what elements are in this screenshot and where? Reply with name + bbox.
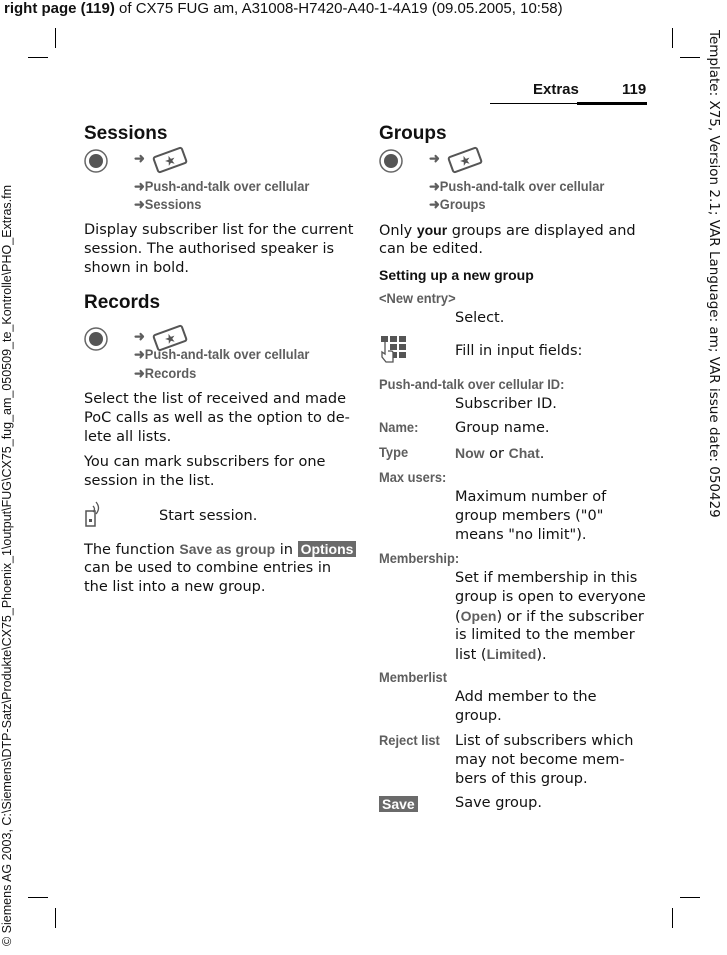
arrow-icon: ➜ (134, 365, 145, 381)
subheading: Setting up a new group (379, 267, 534, 283)
header-bold: right page (119) (4, 0, 115, 17)
field-label: Membership: (379, 550, 460, 566)
arrow-icon: ➜ (429, 150, 440, 166)
body-text: can be edited. (379, 241, 483, 257)
extras-menu-icon (445, 145, 485, 175)
text: ). (536, 647, 547, 663)
call-key-icon (84, 497, 104, 529)
text: The function (84, 542, 180, 558)
start-session-text: Start session. (159, 508, 258, 524)
arrow-icon: ➜ (134, 346, 145, 362)
field-desc: Save group. (455, 795, 542, 811)
body-text: You can mark subscribers for one (84, 454, 326, 470)
text: groups are displayed and (447, 223, 636, 239)
emphasis: your (416, 222, 448, 238)
field-desc: group. (455, 708, 502, 724)
field-desc: Set if membership in this (455, 570, 638, 586)
path-item: Push-and-talk over cellular (144, 178, 310, 194)
field-desc: Group name. (455, 420, 550, 436)
field-desc: means "no limit"). (455, 527, 587, 543)
nav-key-icon (84, 149, 108, 173)
crop-mark (672, 28, 673, 48)
save-softkey-wrap (379, 794, 418, 814)
nav-key-icon (84, 327, 108, 351)
extras-menu-icon (150, 145, 190, 175)
print-header (4, 0, 563, 17)
text: in (275, 542, 298, 558)
path-item: Sessions (144, 196, 202, 212)
crop-mark (680, 897, 700, 898)
text: . (539, 446, 545, 462)
field-desc: Maximum number of (455, 489, 607, 505)
section-name: Extras (533, 81, 579, 98)
field-label: Type (379, 444, 409, 460)
text: ( (455, 609, 461, 625)
groups-heading: Groups (379, 123, 447, 144)
body-text: Fill in input fields: (455, 343, 583, 359)
field-desc: List of subscribers which (455, 733, 634, 749)
path-item: Groups (439, 196, 486, 212)
records-heading: Records (84, 292, 161, 313)
field-desc: group members ("0" (455, 508, 604, 524)
arrow-icon: ➜ (134, 178, 145, 194)
body-text: shown in bold. (84, 260, 190, 276)
field-desc (455, 607, 644, 627)
crop-mark (55, 908, 56, 928)
crop-mark (28, 57, 48, 58)
field-label: Push-and-talk over cellular ID: (379, 376, 565, 392)
text: Only (379, 223, 417, 239)
crop-mark (672, 908, 673, 928)
header-rule-thick (577, 102, 647, 105)
field-desc: bers of this group. (455, 771, 588, 787)
new-entry-label: <New entry> (379, 290, 456, 306)
field-label: Max users: (379, 469, 447, 485)
arrow-icon: ➜ (134, 328, 145, 344)
field-desc (455, 444, 544, 464)
header-rest: of CX75 FUG am, A31008-H7420-A40-1-4A19 (09.05.2005, 10:58) (114, 0, 563, 17)
field-desc: Add member to the (455, 689, 597, 705)
body-text: lete all lists. (84, 429, 172, 445)
field-desc: may not become mem- (455, 752, 625, 768)
crop-mark (680, 57, 700, 58)
field-label: Name: (379, 419, 419, 435)
crop-mark (55, 28, 56, 48)
nav-key-icon (379, 149, 403, 173)
option-limited: Limited (486, 646, 537, 662)
body-text: can be used to combine entries in (84, 560, 332, 576)
body-text: the list into a new group. (84, 579, 266, 595)
option-open: Open (460, 608, 497, 624)
body-text: Display subscriber list for the current (84, 222, 354, 238)
body-text (84, 540, 356, 560)
field-label: Memberlist (379, 669, 448, 685)
field-desc: is limited to the member (455, 627, 635, 643)
body-text: PoC calls as well as the option to de- (84, 410, 350, 426)
copyright-path: © Siemens AG 2003, C:\Siemens\DTP-Satz\Produkte\CX75_Phoenix_1\output\FUG\CX75_fug_am_050509_te_Kontrolle\PHO_Extras.fm (0, 184, 14, 946)
field-label: Reject list (379, 732, 440, 748)
text: list ( (455, 647, 487, 663)
options-softkey: Options (298, 541, 357, 557)
field-desc: group is open to everyone (455, 589, 646, 605)
arrow-icon: ➜ (429, 178, 440, 194)
path-item: Push-and-talk over cellular (144, 346, 310, 362)
text: ) or if the subscriber (496, 609, 644, 625)
body-text: session. The authorised speaker is (84, 241, 335, 257)
svg-text:★: ★ (162, 330, 179, 349)
crop-mark (28, 897, 48, 898)
arrow-icon: ➜ (134, 196, 145, 212)
option-chat: Chat (508, 445, 540, 461)
body-text: Select the list of received and made (84, 391, 347, 407)
field-desc (455, 645, 547, 665)
body-text: Select. (455, 310, 505, 326)
field-desc: Subscriber ID. (455, 396, 557, 412)
keypad-icon (379, 334, 409, 364)
path-item: Push-and-talk over cellular (439, 178, 605, 194)
svg-text:★: ★ (457, 152, 474, 171)
arrow-icon: ➜ (134, 150, 145, 166)
save-softkey: Save (379, 796, 418, 812)
sessions-heading: Sessions (84, 123, 168, 144)
template-info: Template: X75, Version 2.1; VAR Language: am; VAR issue date: 050429 (706, 30, 722, 518)
function-name: Save as group (179, 541, 276, 557)
page-number: 119 (622, 81, 647, 98)
path-item: Records (144, 365, 197, 381)
body-text: session in the list. (84, 473, 215, 489)
svg-text:★: ★ (162, 152, 179, 171)
option-now: Now (455, 445, 485, 461)
text: or (484, 446, 509, 462)
body-text (379, 221, 636, 241)
arrow-icon: ➜ (429, 196, 440, 212)
